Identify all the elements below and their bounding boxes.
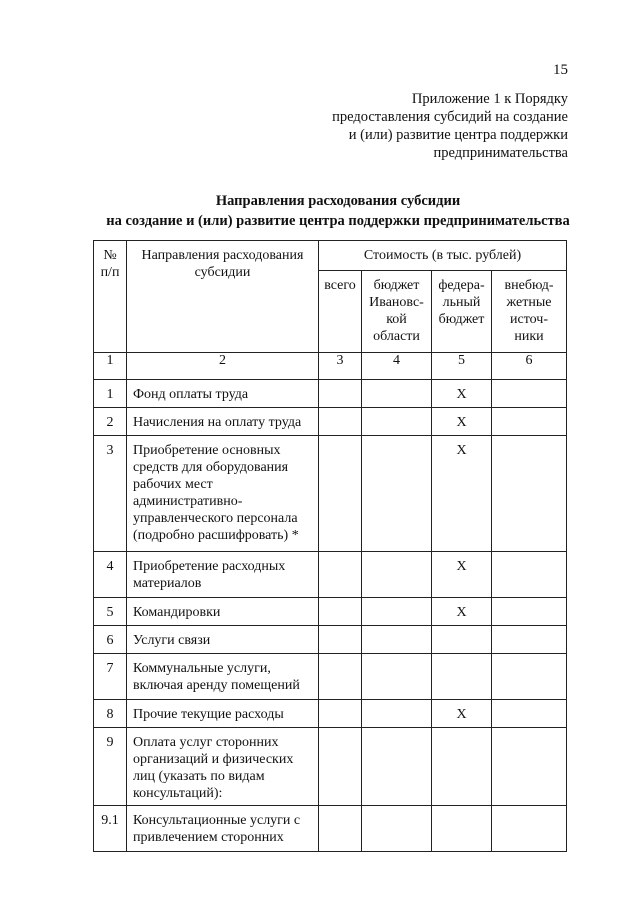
appendix-line: и (или) развитие центра поддержки — [348, 127, 568, 143]
expense-table — [93, 240, 567, 852]
table-row — [94, 380, 567, 408]
cell-total — [319, 700, 362, 728]
cell-extrabudget — [492, 598, 567, 626]
cell-extrabudget — [492, 626, 567, 654]
cell-regional — [362, 728, 432, 806]
appendix-line: предпринимательства — [433, 145, 568, 161]
row-name: Услуги связи — [127, 626, 319, 654]
row-name: Коммунальные услуги, включая аренду помещений — [127, 654, 319, 700]
table-row — [94, 436, 567, 552]
table-row — [94, 552, 567, 598]
cell-federal: Х — [432, 380, 492, 408]
cell-regional — [362, 806, 432, 852]
column-index: 2 — [127, 353, 319, 380]
row-name: Прочие текущие расходы — [127, 700, 319, 728]
row-number: 5 — [94, 598, 127, 626]
row-number: 6 — [94, 626, 127, 654]
cell-federal — [432, 728, 492, 806]
row-name: Приобретение расходных материалов — [127, 552, 319, 598]
table-row — [94, 728, 567, 806]
cell-extrabudget — [492, 408, 567, 436]
column-index: 5 — [432, 353, 492, 380]
cell-total — [319, 552, 362, 598]
header-total: всего — [319, 271, 362, 353]
cell-federal — [432, 626, 492, 654]
cell-extrabudget — [492, 380, 567, 408]
cell-federal: Х — [432, 436, 492, 552]
cell-extrabudget — [492, 700, 567, 728]
row-number: 9.1 — [94, 806, 127, 852]
row-number: 8 — [94, 700, 127, 728]
header-extrabudget: внебюд-жетные источ-ники — [492, 271, 567, 353]
header-cost: Стоимость (в тыс. рублей) — [319, 241, 567, 271]
cell-total — [319, 654, 362, 700]
cell-federal: Х — [432, 598, 492, 626]
table-row — [94, 408, 567, 436]
cell-regional — [362, 700, 432, 728]
cell-total — [319, 380, 362, 408]
cell-federal: Х — [432, 408, 492, 436]
cell-regional — [362, 626, 432, 654]
cell-extrabudget — [492, 436, 567, 552]
row-name: Фонд оплаты труда — [127, 380, 319, 408]
cell-regional — [362, 654, 432, 700]
page-number: 15 — [553, 62, 568, 78]
cell-extrabudget — [492, 654, 567, 700]
appendix-line: Приложение 1 к Порядку — [411, 91, 568, 107]
row-number: 2 — [94, 408, 127, 436]
table-row — [94, 806, 567, 852]
table-row — [94, 654, 567, 700]
row-number: 9 — [94, 728, 127, 806]
cell-total — [319, 436, 362, 552]
header-num: № п/п — [94, 241, 127, 353]
row-number: 3 — [94, 436, 127, 552]
table-row — [94, 700, 567, 728]
cell-extrabudget — [492, 806, 567, 852]
appendix-line: предоставления субсидий на создание — [332, 109, 568, 125]
row-number: 4 — [94, 552, 127, 598]
cell-regional — [362, 598, 432, 626]
row-name: Приобретение основных средств для оборудования рабочих мест административно-управленческого персонала (подробно расшифровать) * — [127, 436, 319, 552]
column-index: 1 — [94, 353, 127, 380]
row-name: Оплата услуг сторонних организаций и физических лиц (указать по видам консультаций): — [127, 728, 319, 806]
cell-extrabudget — [492, 552, 567, 598]
row-name: Начисления на оплату труда — [127, 408, 319, 436]
column-index-row — [94, 353, 567, 380]
row-number: 1 — [94, 380, 127, 408]
cell-federal — [432, 654, 492, 700]
document-title — [78, 191, 598, 231]
row-number: 7 — [94, 654, 127, 700]
cell-total — [319, 806, 362, 852]
cell-regional — [362, 380, 432, 408]
cell-extrabudget — [492, 728, 567, 806]
column-index: 6 — [492, 353, 567, 380]
header-federal-budget: федера-льный бюджет — [432, 271, 492, 353]
cell-regional — [362, 436, 432, 552]
cell-regional — [362, 552, 432, 598]
row-name: Консультационные услуги с привлечением сторонних — [127, 806, 319, 852]
cell-federal: Х — [432, 552, 492, 598]
cell-total — [319, 626, 362, 654]
title-line-1: Направления расходования субсидии — [215, 193, 461, 209]
row-name: Командировки — [127, 598, 319, 626]
cell-total — [319, 598, 362, 626]
cell-federal: Х — [432, 700, 492, 728]
column-index: 4 — [362, 353, 432, 380]
header-direction: Направления расходования субсидии — [127, 241, 319, 353]
cell-federal — [432, 806, 492, 852]
cell-total — [319, 728, 362, 806]
table-row — [94, 626, 567, 654]
table-row — [94, 598, 567, 626]
title-line-2: на создание и (или) развитие центра поддержки предпринимательства — [106, 213, 570, 229]
appendix-note — [268, 90, 568, 162]
header-regional-budget: бюджет Ивановс-кой области — [362, 271, 432, 353]
cell-regional — [362, 408, 432, 436]
cell-total — [319, 408, 362, 436]
column-index: 3 — [319, 353, 362, 380]
